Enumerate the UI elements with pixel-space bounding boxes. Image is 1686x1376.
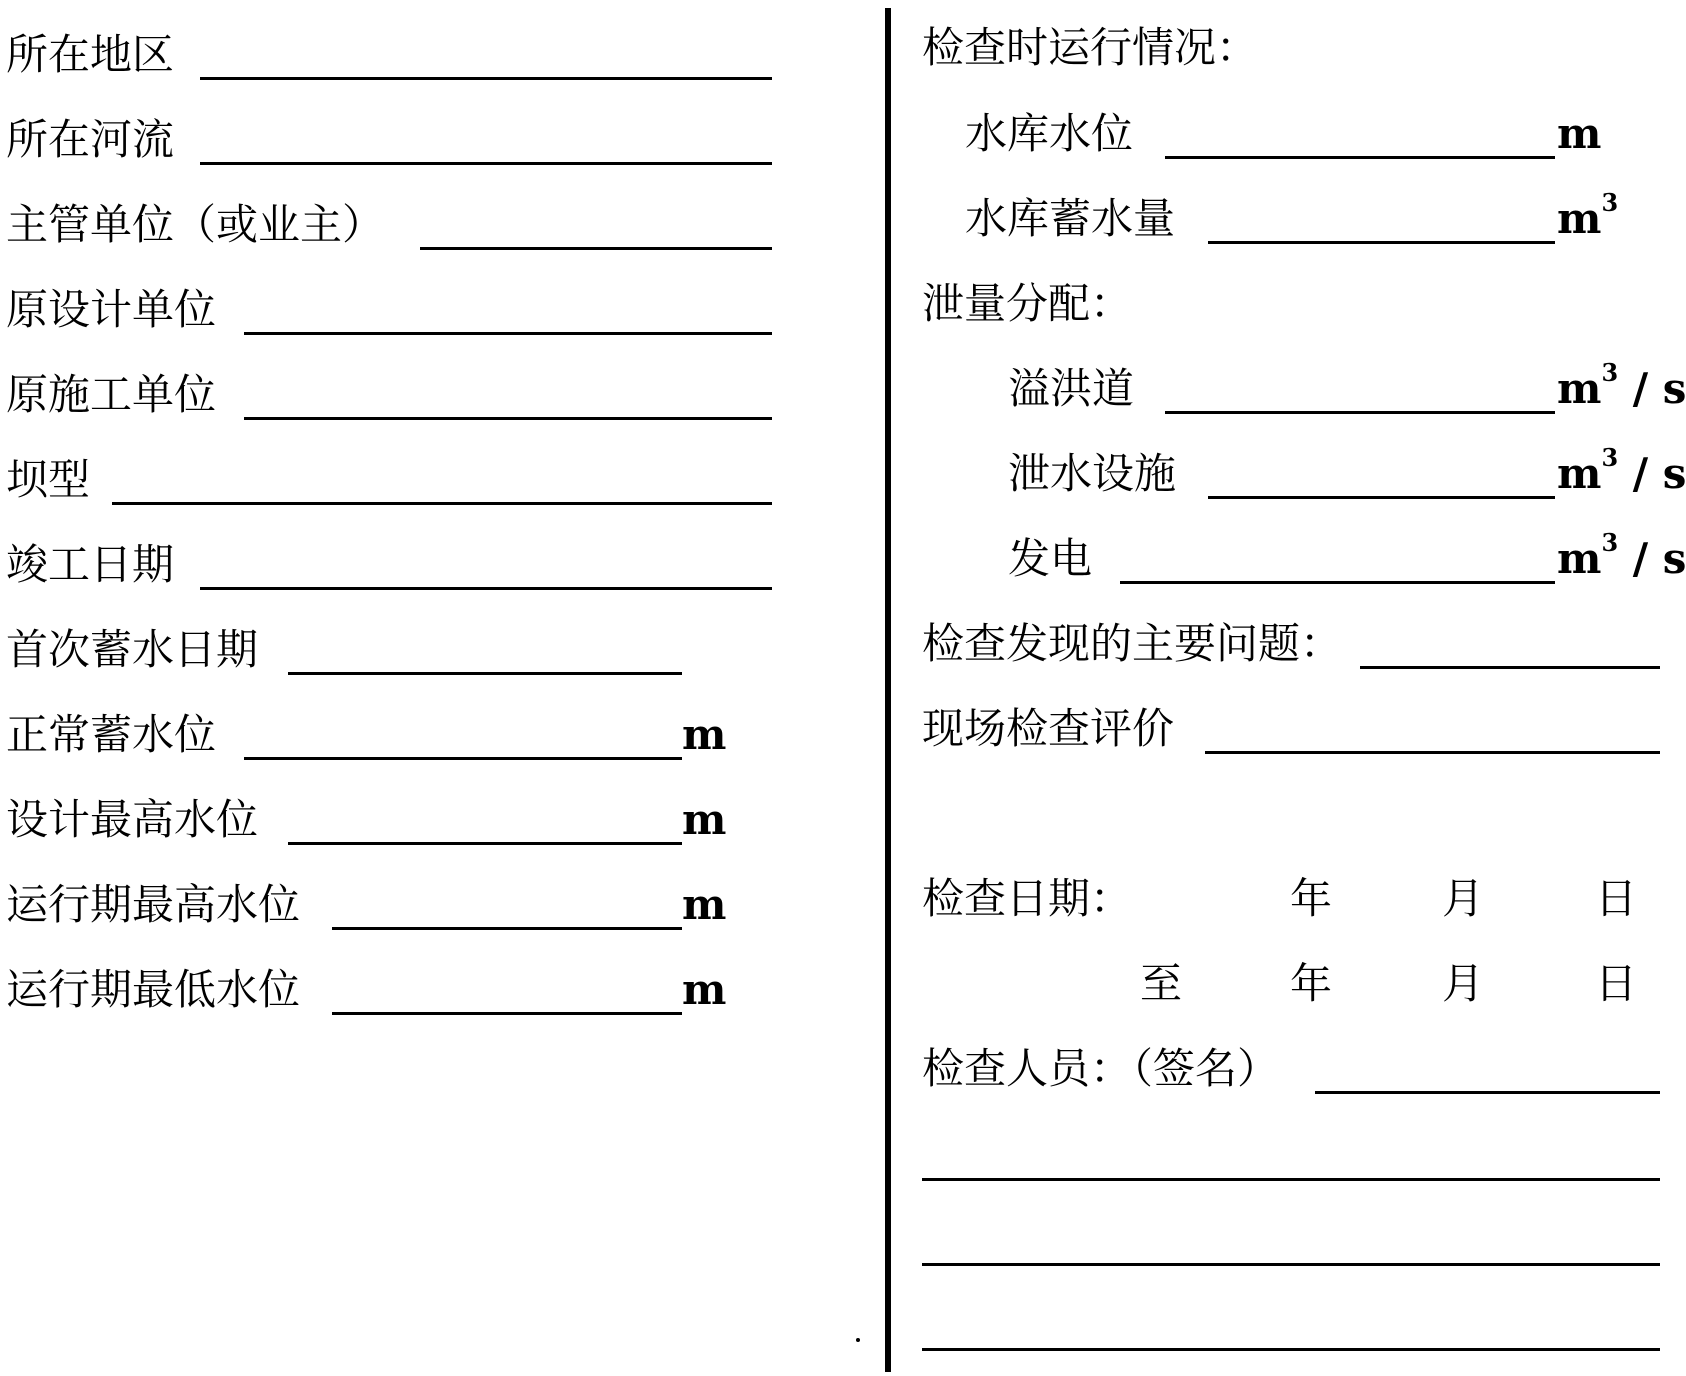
field-reservoir-level[interactable] <box>920 104 1660 164</box>
field-design-max-level[interactable] <box>0 790 780 850</box>
signature-line[interactable] <box>922 1263 1660 1266</box>
field-label: 水库水位 <box>965 109 1134 158</box>
field-line[interactable] <box>288 842 682 845</box>
year-label: 年 <box>1290 959 1333 1008</box>
to-label: 至 <box>1140 959 1183 1008</box>
field-line[interactable] <box>1165 411 1555 414</box>
field-inspectors[interactable] <box>920 1039 1660 1099</box>
field-region[interactable] <box>0 25 780 85</box>
field-label: 首次蓄水日期 <box>6 625 259 674</box>
field-line[interactable] <box>200 162 772 165</box>
field-spillway[interactable] <box>920 358 1686 419</box>
field-main-problems[interactable] <box>920 614 1660 674</box>
field-label: 检查日期： <box>922 874 1133 923</box>
field-reservoir-storage[interactable] <box>920 189 1660 249</box>
field-label: 水库蓄水量 <box>965 194 1176 243</box>
field-river[interactable] <box>0 110 780 170</box>
field-label: 发电 <box>1008 534 1093 583</box>
field-label: 所在河流 <box>6 115 175 164</box>
field-line[interactable] <box>200 77 772 80</box>
field-line[interactable] <box>200 587 772 590</box>
field-label: 坝型 <box>6 455 91 504</box>
field-label: 原施工单位 <box>6 370 217 419</box>
field-label: 竣工日期 <box>6 540 175 589</box>
unit-label: $m^3$ / s <box>1557 358 1686 413</box>
field-line[interactable] <box>420 247 772 250</box>
field-line[interactable] <box>1208 496 1555 499</box>
unit-label: m <box>682 965 727 1014</box>
field-design-unit[interactable] <box>0 280 780 340</box>
field-outlet[interactable] <box>920 443 1686 504</box>
field-label: 检查人员：（签名） <box>922 1044 1280 1093</box>
unit-label: m <box>682 880 727 929</box>
operation-heading-row <box>920 18 1660 78</box>
inspection-date-row[interactable] <box>920 869 1660 929</box>
field-line[interactable] <box>244 332 772 335</box>
field-label: 原设计单位 <box>6 285 217 334</box>
signature-line[interactable] <box>922 1178 1660 1181</box>
unit-label: $m^3$ <box>1557 188 1619 243</box>
year-label: 年 <box>1290 874 1333 923</box>
field-label: 溢洪道 <box>1008 364 1135 413</box>
operation-heading: 检查时运行情况： <box>922 23 1259 72</box>
unit-label: $m^3$ / s <box>1557 443 1686 498</box>
field-label: 现场检查评价 <box>922 704 1175 753</box>
field-owner[interactable] <box>0 195 780 255</box>
unit-label: m <box>1557 109 1602 158</box>
day-label: 日 <box>1595 874 1638 923</box>
field-line[interactable] <box>1165 156 1555 159</box>
field-operating-min-level[interactable] <box>0 960 780 1020</box>
month-label: 月 <box>1442 874 1485 923</box>
field-line[interactable] <box>332 1012 682 1015</box>
field-line[interactable] <box>112 502 772 505</box>
field-completion-date[interactable] <box>0 535 780 595</box>
month-label: 月 <box>1442 959 1485 1008</box>
unit-label: m <box>682 710 727 759</box>
field-line[interactable] <box>1120 581 1555 584</box>
field-label: 主管单位（或业主） <box>6 200 385 249</box>
field-label: 所在地区 <box>6 30 175 79</box>
unit-label: m <box>682 795 727 844</box>
field-label: 检查发现的主要问题： <box>922 619 1343 668</box>
field-dam-type[interactable] <box>0 450 780 510</box>
field-label: 泄水设施 <box>1008 449 1177 498</box>
field-line[interactable] <box>1360 666 1660 669</box>
field-first-impound-date[interactable] <box>0 620 780 680</box>
field-label: 运行期最高水位 <box>6 880 301 929</box>
field-line[interactable] <box>288 672 682 675</box>
field-construction-unit[interactable] <box>0 365 780 425</box>
field-label: 运行期最低水位 <box>6 965 301 1014</box>
day-label: 日 <box>1595 959 1638 1008</box>
inspection-date-to-row[interactable] <box>920 954 1660 1014</box>
field-evaluation[interactable] <box>920 699 1660 759</box>
signature-line[interactable] <box>922 1348 1660 1351</box>
field-line[interactable] <box>244 417 772 420</box>
field-line[interactable] <box>1205 751 1660 754</box>
field-line[interactable] <box>332 927 682 930</box>
unit-label: $m^3$ / s <box>1557 528 1686 583</box>
stray-mark <box>856 1338 860 1342</box>
field-operating-max-level[interactable] <box>0 875 780 935</box>
field-line[interactable] <box>1315 1091 1660 1094</box>
field-line[interactable] <box>244 757 682 760</box>
field-normal-level[interactable] <box>0 705 780 765</box>
field-label: 正常蓄水位 <box>6 710 217 759</box>
discharge-heading-row <box>920 274 1660 334</box>
field-power[interactable] <box>920 528 1686 589</box>
field-label: 设计最高水位 <box>6 795 259 844</box>
discharge-heading: 泄量分配： <box>922 279 1133 328</box>
center-divider <box>885 8 891 1372</box>
field-line[interactable] <box>1208 241 1555 244</box>
